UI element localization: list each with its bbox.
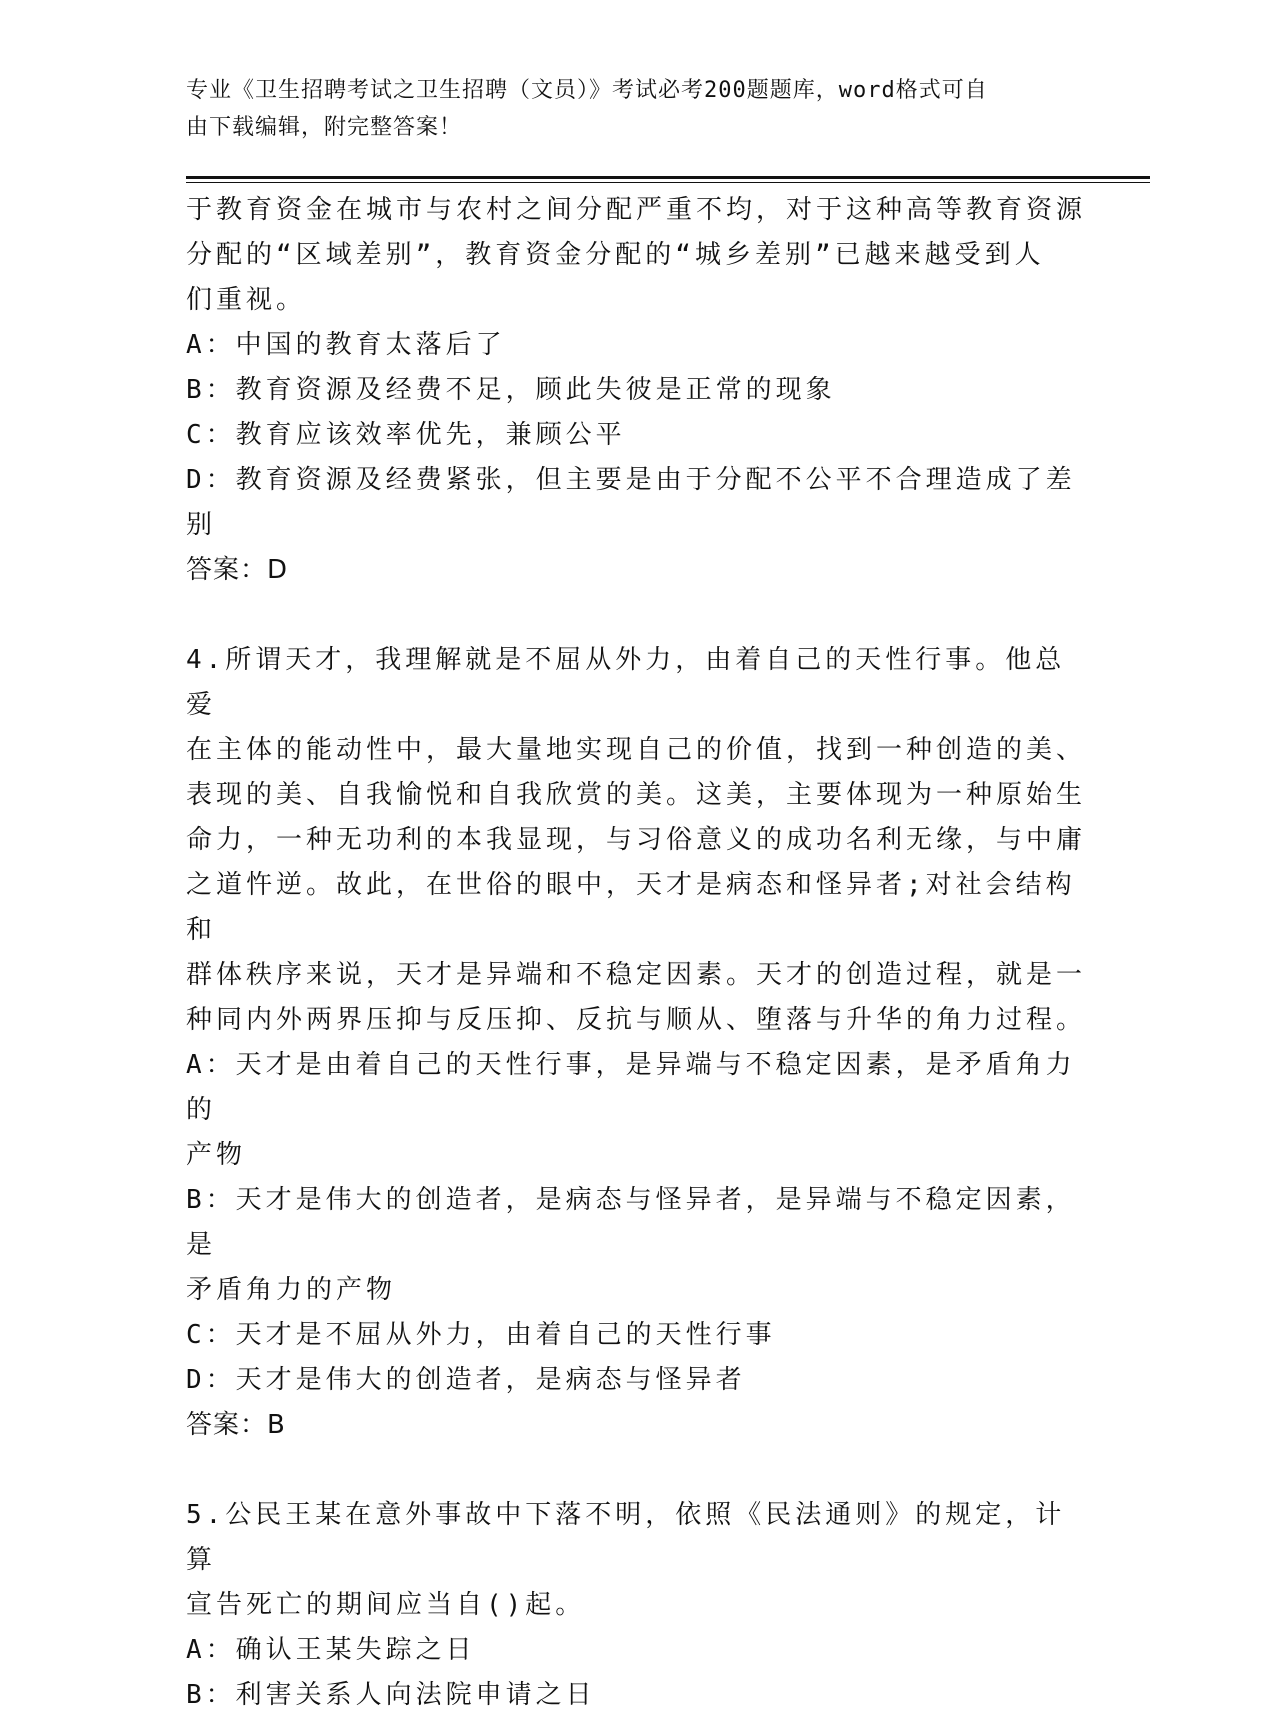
q3-answer: 答案：D bbox=[186, 555, 289, 585]
q3-continuation-line: 分配的“区域差别”，教育资金分配的“城乡差别”已越来越受到人 bbox=[186, 240, 1045, 270]
q5-stem-line: 宣告死亡的期间应当自()起。 bbox=[186, 1590, 586, 1620]
q3-option-c: C：教育应该效率优先，兼顾公平 bbox=[186, 420, 626, 450]
q4-option-d: D：天才是伟大的创造者，是病态与怪异者 bbox=[186, 1365, 746, 1395]
q3-option-a: A：中国的教育太落后了 bbox=[186, 330, 506, 360]
q4-option-b-cont: 矛盾角力的产物 bbox=[186, 1275, 397, 1305]
q4-stem-line: 群体秩序来说，天才是异端和不稳定因素。天才的创造过程，就是一 bbox=[186, 960, 1087, 990]
q4-stem-line: 之道忤逆。故此，在世俗的眼中，天才是病态和怪异者;对社会结构和 bbox=[186, 870, 1076, 945]
q4-answer: 答案：B bbox=[186, 1410, 286, 1440]
document-header bbox=[186, 72, 1066, 146]
q4-option-a: A：天才是由着自己的天性行事，是异端与不稳定因素，是矛盾角力的 bbox=[186, 1050, 1076, 1125]
q4-option-b: B：天才是伟大的创造者，是病态与怪异者，是异端与不稳定因素，是 bbox=[186, 1185, 1076, 1260]
q3-option-d: D：教育资源及经费紧张，但主要是由于分配不公平不合理造成了差别 bbox=[186, 465, 1076, 540]
q3-continuation-line: 们重视。 bbox=[186, 285, 307, 315]
q3-option-b: B：教育资源及经费不足，顾此失彼是正常的现象 bbox=[186, 375, 836, 405]
document-body bbox=[186, 188, 1086, 1718]
header-rule-thin bbox=[186, 182, 1150, 183]
header-rule-thick bbox=[186, 176, 1150, 179]
q3-continuation-line: 于教育资金在城市与农村之间分配严重不均，对于这种高等教育资源 bbox=[186, 195, 1087, 225]
question-spacer bbox=[186, 593, 1086, 638]
q5-option-a: A：确认王某失踪之日 bbox=[186, 1635, 476, 1665]
q4-option-a-cont: 产物 bbox=[186, 1140, 247, 1170]
header-line-2: 由下载编辑，附完整答案！ bbox=[186, 115, 463, 140]
q4-stem-line: 表现的美、自我愉悦和自我欣赏的美。这美，主要体现为一种原始生 bbox=[186, 780, 1087, 810]
header-line-1: 专业《卫生招聘考试之卫生招聘（文员）》考试必考200题题库，word格式可自 bbox=[186, 78, 988, 103]
q5-stem-line: 5.公民王某在意外事故中下落不明，依照《民法通则》的规定，计算 bbox=[186, 1500, 1066, 1575]
q4-stem-line: 4.所谓天才，我理解就是不屈从外力，由着自己的天性行事。他总爱 bbox=[186, 645, 1066, 720]
q5-option-b: B：利害关系人向法院申请之日 bbox=[186, 1680, 596, 1710]
q4-stem-line: 在主体的能动性中，最大量地实现自己的价值，找到一种创造的美、 bbox=[186, 735, 1087, 765]
question-spacer bbox=[186, 1448, 1086, 1493]
q4-stem-line: 命力，一种无功利的本我显现，与习俗意义的成功名利无缘，与中庸 bbox=[186, 825, 1087, 855]
q4-option-c: C：天才是不屈从外力，由着自己的天性行事 bbox=[186, 1320, 776, 1350]
q4-stem-line: 种同内外两界压抑与反压抑、反抗与顺从、堕落与升华的角力过程。 bbox=[186, 1005, 1087, 1035]
